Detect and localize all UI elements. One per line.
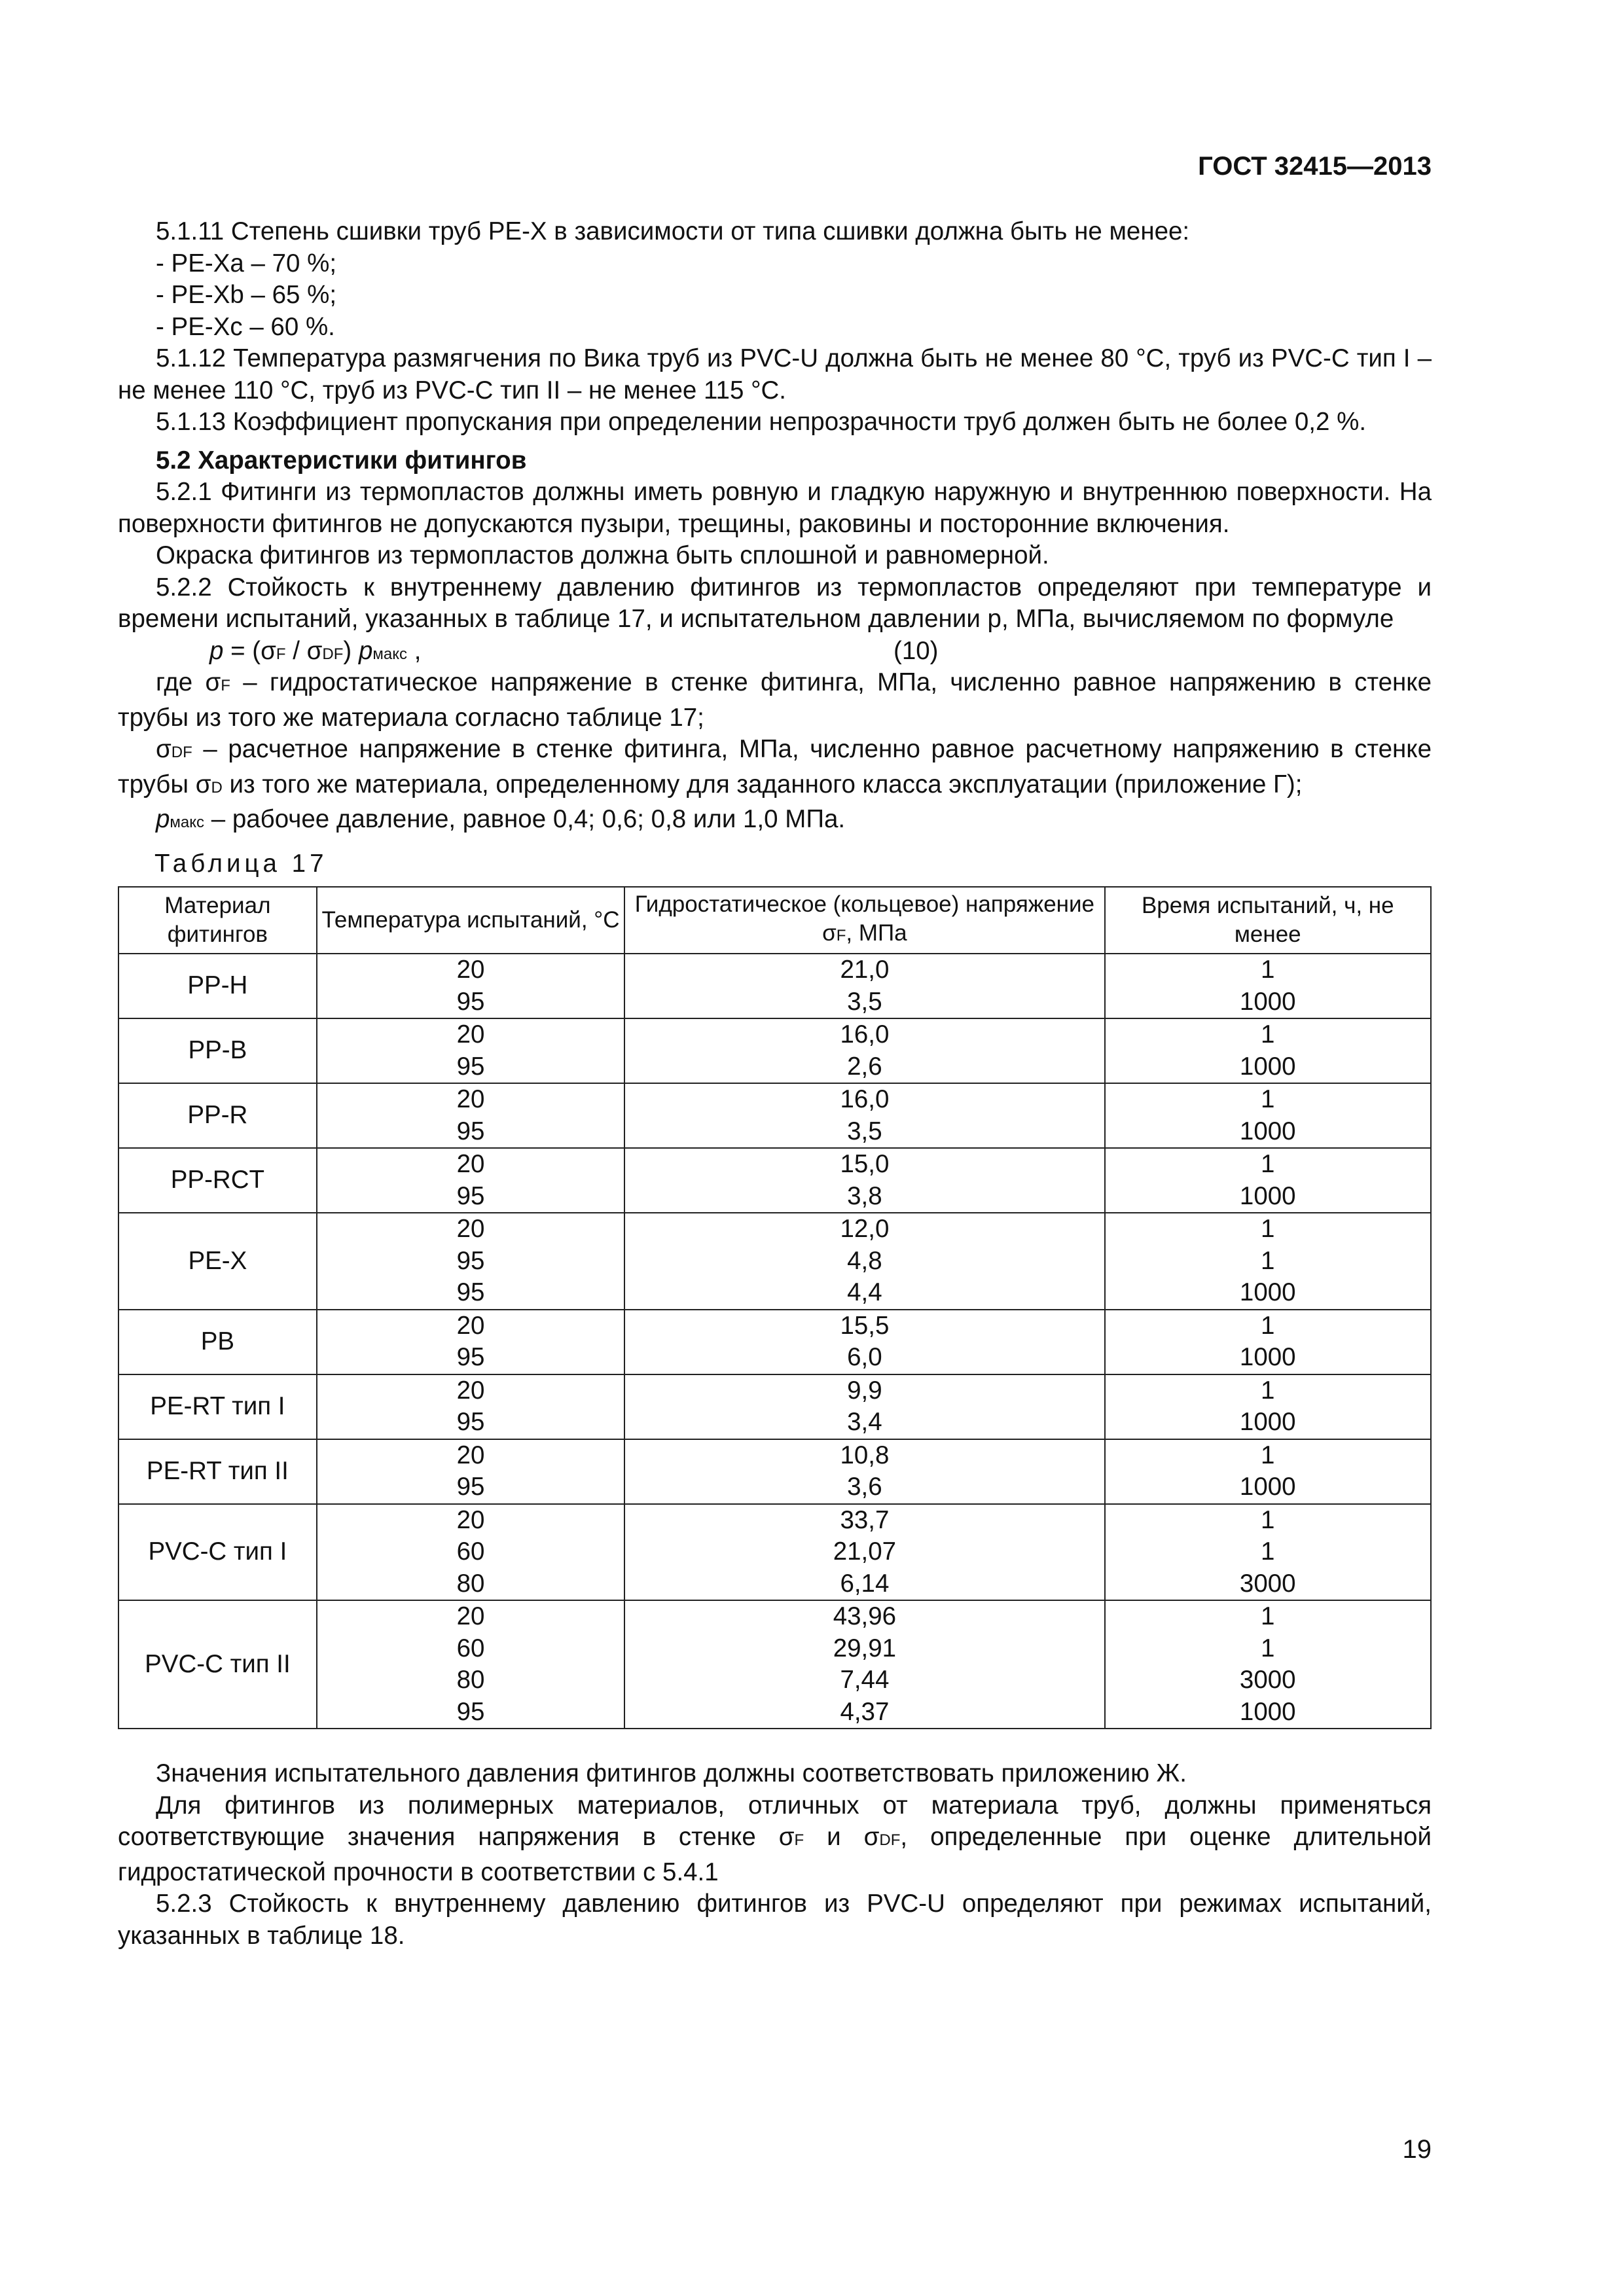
cell-value: 43,96 [833, 1602, 897, 1630]
section-heading: 5.2 Характеристики фитингов [156, 446, 527, 475]
material-cell: PE-RT тип II [118, 1439, 317, 1504]
table-header-row [118, 887, 1431, 954]
cell-value: 33,7 [840, 1505, 890, 1534]
material-cell: PP-B [118, 1018, 317, 1083]
cell-value: 3,8 [847, 1181, 882, 1210]
cell-value: 16,0 [840, 1020, 890, 1049]
cell-value: 7,44 [840, 1666, 890, 1694]
temperature-cell [317, 1018, 625, 1083]
cell-value: 95 [456, 987, 485, 1016]
table-row [118, 1148, 1431, 1213]
time-cell [1105, 1439, 1431, 1504]
cell-value: 6,14 [840, 1569, 890, 1598]
temperature-cell [317, 1310, 625, 1374]
cell-value: 1 [1261, 1634, 1275, 1662]
cell-value: 1000 [1239, 1181, 1296, 1210]
table-row [118, 1439, 1431, 1504]
cell-value: 1000 [1239, 1697, 1296, 1726]
cell-value: 20 [456, 1085, 485, 1113]
stress-cell [624, 1310, 1104, 1374]
cell-value: 20 [456, 956, 485, 984]
list-item-pe-xb: - PE-Xb – 65 %; [156, 281, 337, 309]
time-cell [1105, 1600, 1431, 1729]
page-content [118, 216, 1432, 1952]
table-row [118, 1504, 1431, 1601]
cell-value: 20 [456, 1376, 485, 1405]
cell-value: 29,91 [833, 1634, 897, 1662]
document-header: ГОСТ 32415—2013 [1198, 152, 1432, 181]
cell-value: 1 [1261, 1246, 1275, 1275]
material-cell: PP-RCT [118, 1148, 317, 1213]
cell-value: 1 [1261, 1311, 1275, 1340]
stress-cell [624, 1018, 1104, 1083]
temperature-cell [317, 1374, 625, 1439]
stress-cell [624, 1148, 1104, 1213]
cell-value: 1000 [1239, 987, 1296, 1016]
cell-value: 15,0 [840, 1150, 890, 1178]
stress-cell [624, 954, 1104, 1018]
cell-value: 3,5 [847, 1117, 882, 1145]
cell-value: 95 [456, 1052, 485, 1081]
cell-value: 4,8 [847, 1246, 882, 1275]
time-cell [1105, 1310, 1431, 1374]
paragraph-5-1-13: 5.1.13 Коэффициент пропускания при определении непрозрачности труб должен быть не более 0,2 %. [156, 408, 1367, 436]
cell-value: 1 [1261, 1376, 1275, 1405]
paragraph-test-pressure: Значения испытательного давления фитингов должны соответствовать приложению Ж. [156, 1759, 1187, 1787]
stress-cell [624, 1083, 1104, 1148]
cell-value: 10,8 [840, 1441, 890, 1469]
cell-value: 12,0 [840, 1215, 890, 1243]
cell-value: 60 [456, 1634, 485, 1662]
time-cell [1105, 1018, 1431, 1083]
formula-number: (10) [893, 636, 939, 665]
cell-value: 2,6 [847, 1052, 882, 1081]
table-row [118, 1018, 1431, 1083]
cell-value: 60 [456, 1537, 485, 1566]
table-row [118, 1083, 1431, 1148]
paragraph-polymer-fittings: Для фитингов из полимерных материалов, отличных от материала труб, должны применяться соответствующие значения напряжения в стенке σF и σDF, определенные при оценке длительной гидростатической прочности в соответствии с 5.4.1 [118, 1791, 1432, 1886]
cell-value: 1 [1261, 1150, 1275, 1178]
formula-expression: p = (σF / σDF) pмакс , [209, 636, 422, 665]
cell-value: 15,5 [840, 1311, 890, 1340]
cell-value: 95 [456, 1343, 485, 1371]
stress-cell [624, 1504, 1104, 1601]
cell-value: 80 [456, 1666, 485, 1694]
temperature-cell [317, 1213, 625, 1310]
where-sigma-f: где σF – гидростатическое напряжение в стенке фитинга, МПа, численно равное напряжению в стенке трубы из того же материала согласно таблице 17; [118, 668, 1432, 732]
material-cell: PVC-C тип II [118, 1600, 317, 1729]
cell-value: 1 [1261, 1441, 1275, 1469]
stress-cell [624, 1374, 1104, 1439]
temperature-cell [317, 1504, 625, 1601]
cell-value: 20 [456, 1020, 485, 1049]
cell-value: 20 [456, 1215, 485, 1243]
cell-value: 95 [456, 1246, 485, 1275]
cell-value: 1000 [1239, 1052, 1296, 1081]
cell-value: 20 [456, 1441, 485, 1469]
paragraph-5-2-3: 5.2.3 Стойкость к внутреннему давлению фитингов из PVC-U определяют при режимах испытаний, указанных в таблице 18. [118, 1890, 1432, 1950]
cell-value: 4,37 [840, 1697, 890, 1726]
cell-value: 95 [456, 1181, 485, 1210]
list-item-pe-xa: - PE-Xa – 70 %; [156, 249, 337, 278]
cell-value: 1000 [1239, 1408, 1296, 1436]
stress-cell [624, 1439, 1104, 1504]
cell-value: 1 [1261, 956, 1275, 984]
cell-value: 95 [456, 1117, 485, 1145]
cell-value: 3,5 [847, 987, 882, 1016]
where-sigma-df: σDF – расчетное напряжение в стенке фитинга, МПа, численно равное расчетному напряжению в стенке трубы σD из того же материала, определенному для заданного класса эксплуатации (приложение Г); [118, 735, 1432, 798]
cell-value: 4,4 [847, 1278, 882, 1306]
cell-value: 1000 [1239, 1117, 1296, 1145]
cell-value: 9,9 [847, 1376, 882, 1405]
table-row [118, 1310, 1431, 1374]
cell-value: 95 [456, 1408, 485, 1436]
temperature-cell [317, 1148, 625, 1213]
table-row [118, 954, 1431, 1018]
time-cell [1105, 1083, 1431, 1148]
cell-value: 21,07 [833, 1537, 897, 1566]
temperature-cell [317, 1439, 625, 1504]
cell-value: 6,0 [847, 1343, 882, 1371]
table-caption: Таблица 17 [154, 849, 328, 878]
temperature-cell [317, 954, 625, 1018]
cell-value: 21,0 [840, 956, 890, 984]
time-cell [1105, 1374, 1431, 1439]
cell-value: 3000 [1239, 1569, 1296, 1598]
paragraph-5-1-12: 5.1.12 Температура размягчения по Вика труб из PVC-U должна быть не менее 80 °С, труб из PVC-С тип I – не менее 110 °С, труб из PVC-С тип II – не менее 115 °С. [118, 344, 1432, 404]
cell-value: 1000 [1239, 1343, 1296, 1371]
material-cell: PE-X [118, 1213, 317, 1310]
table-row [118, 1374, 1431, 1439]
cell-value: 1000 [1239, 1278, 1296, 1306]
cell-value: 95 [456, 1473, 485, 1501]
table-row [118, 1600, 1431, 1729]
cell-value: 80 [456, 1569, 485, 1598]
list-item-pe-xc: - PE-Xc – 60 %. [156, 312, 335, 341]
header-stress: Гидростатическое (кольцевое) напряжение σF, МПа [624, 887, 1104, 954]
time-cell [1105, 1148, 1431, 1213]
table-row [118, 1213, 1431, 1310]
paragraph-5-1-11: 5.1.11 Степень сшивки труб PE-X в зависимости от типа сшивки должна быть не менее: [156, 217, 1190, 245]
cell-value: 1 [1261, 1537, 1275, 1566]
time-cell [1105, 954, 1431, 1018]
stress-cell [624, 1600, 1104, 1729]
cell-value: 20 [456, 1505, 485, 1534]
paragraph-painting: Окраска фитингов из термопластов должна быть сплошной и равномерной. [156, 541, 1049, 569]
cell-value: 16,0 [840, 1085, 890, 1113]
cell-value: 1 [1261, 1215, 1275, 1243]
material-cell: PP-H [118, 954, 317, 1018]
cell-value: 1 [1261, 1085, 1275, 1113]
cell-value: 3,6 [847, 1473, 882, 1501]
cell-value: 3,4 [847, 1408, 882, 1436]
stress-cell [624, 1213, 1104, 1310]
cell-value: 3000 [1239, 1666, 1296, 1694]
material-cell: PP-R [118, 1083, 317, 1148]
cell-value: 20 [456, 1602, 485, 1630]
formula-10 [118, 636, 1432, 668]
temperature-cell [317, 1083, 625, 1148]
page-number: 19 [1402, 2135, 1432, 2164]
header-time: Время испытаний, ч, не менее [1105, 887, 1431, 954]
cell-value: 1 [1261, 1602, 1275, 1630]
time-cell [1105, 1213, 1431, 1310]
cell-value: 20 [456, 1311, 485, 1340]
table-17 [118, 886, 1432, 1729]
time-cell [1105, 1504, 1431, 1601]
material-cell: PE-RT тип I [118, 1374, 317, 1439]
cell-value: 95 [456, 1278, 485, 1306]
cell-value: 1 [1261, 1505, 1275, 1534]
cell-value: 20 [456, 1150, 485, 1178]
cell-value: 1 [1261, 1020, 1275, 1049]
header-material: Материал фитингов [118, 887, 317, 954]
header-temperature: Температура испытаний, °С [317, 887, 625, 954]
material-cell: PVC-C тип I [118, 1504, 317, 1601]
paragraph-5-2-1: 5.2.1 Фитинги из термопластов должны иметь ровную и гладкую наружную и внутреннюю поверхности. На поверхности фитингов не допускаются пузыри, трещины, раковины и посторонние включения. [118, 478, 1432, 538]
paragraph-5-2-2: 5.2.2 Стойкость к внутреннему давлению фитингов из термопластов определяют при температуре и времени испытаний, указанных в таблице 17, и испытательном давлении p, МПа, вычисляемом по формуле [118, 573, 1432, 633]
cell-value: 95 [456, 1697, 485, 1726]
cell-value: 1000 [1239, 1473, 1296, 1501]
material-cell: PB [118, 1310, 317, 1374]
where-p-maks: pмакс – рабочее давление, равное 0,4; 0,6; 0,8 или 1,0 МПа. [156, 805, 846, 833]
temperature-cell [317, 1600, 625, 1729]
